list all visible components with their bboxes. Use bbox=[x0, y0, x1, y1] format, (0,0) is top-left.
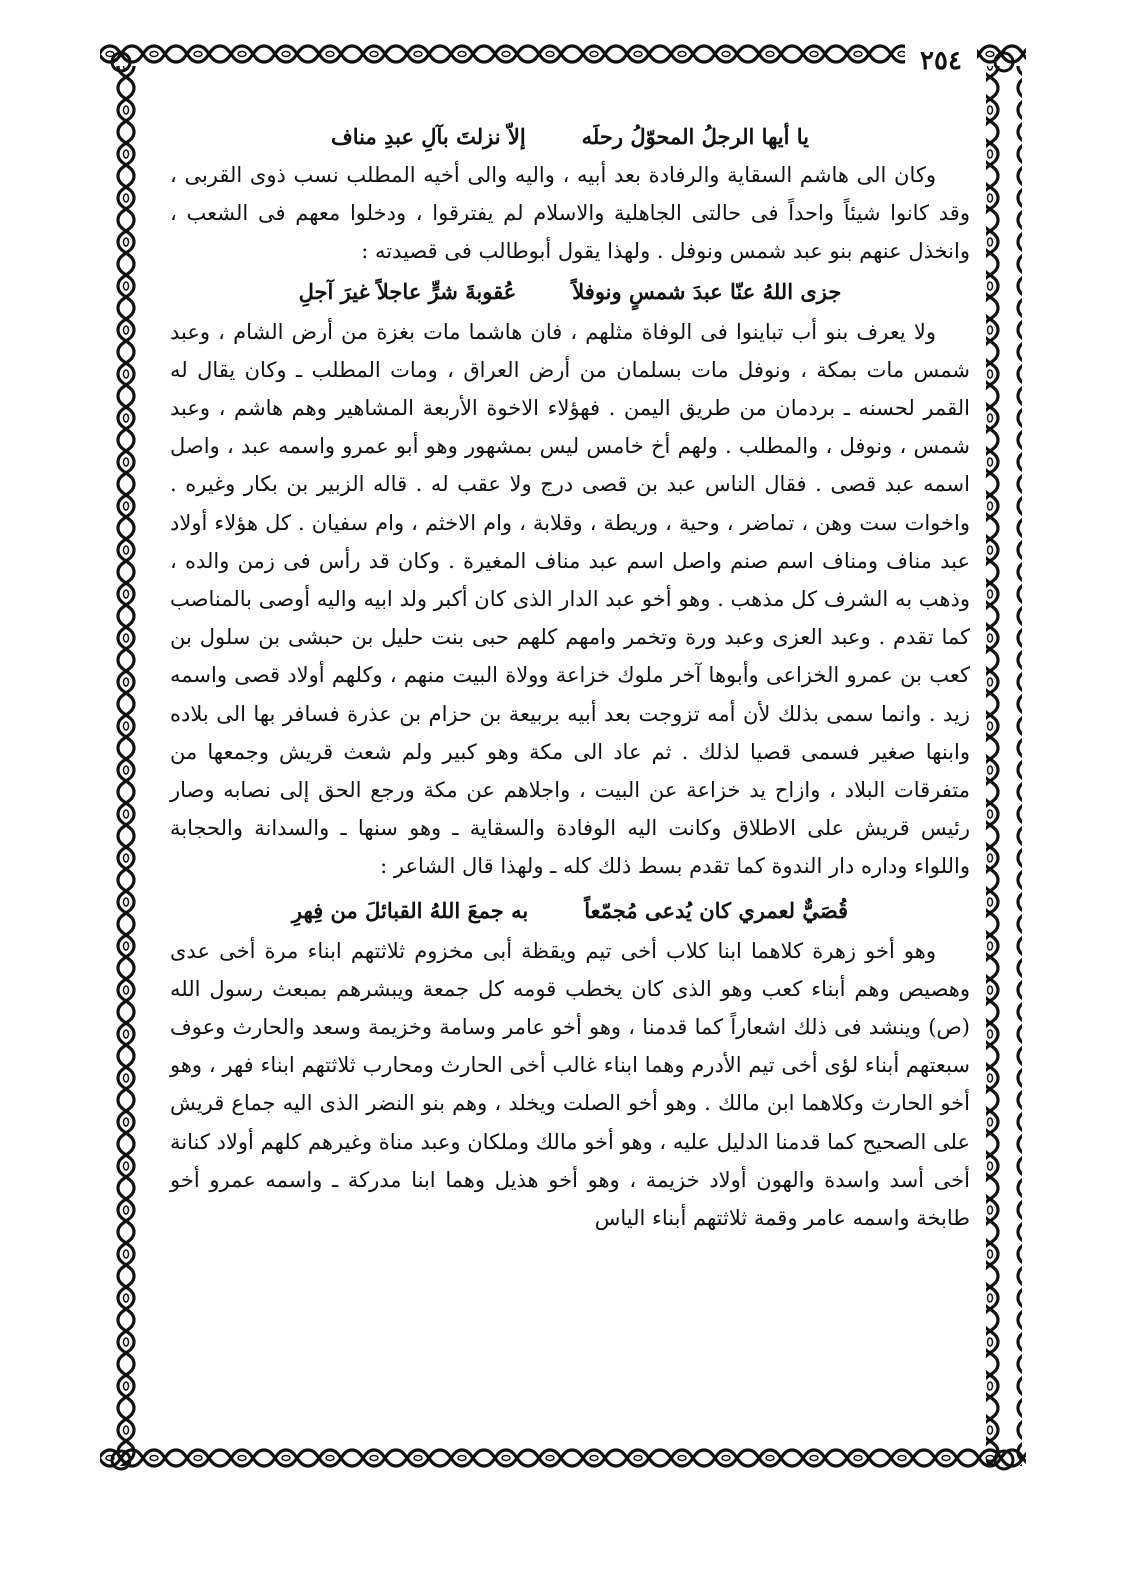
paragraph-2: ولا يعرف بنو أب تباينوا فى الوفاة مثلهم ، فان هاشما مات بغزة من أرض الشام ، وعبد شمس مات بمكة ، ونوفل مات بسلمان من أرض العراق ، ومات المطلب ـ وكان يقال له القمر لحسنه ـ بردمان من طريق اليمن . فهؤلاء الاخوة الأربعة المشاهير وهم هاشم ، وعبد شمس ، ونوفل ، والمطلب . ولهم أخ خامس ليس بمشهور وهو أبو عمرو واسمه عبد ، واصل اسمه عبد قصى . فقال الناس عبد بن قصى درج ولا عقب له . قاله الزبير بن بكار وغيره . واخوات ست وهن ، تماضر ، وحية ، وريطة ، وقلابة ، وام الاخثم ، وام سفيان . كل هؤلاء أولاد عبد مناف ومناف اسم صنم واصل اسم عبد مناف المغيرة . وكان قد رأس فى زمن والده ، وذهب به الشرف كل مذهب . وهو أخو عبد الدار الذى كان أكبر ولد ابيه واليه أوصى بالمناصب كما تقدم . وعبد العزى وعبد ورة وتخمر وامهم كلهم حبى بنت حليل بن حبشى بن سلول بن كعب بن عمرو الخزاعى وأبوها آخر ملوك خزاعة وولاة البيت منهم ، وكلهم أولاد قصى واسمه زيد . وانما سمى بذلك لأن أمه تزوجت بعد أبيه بربيعة بن حزام بن عذرة فسافر بها الى بلاده وابنها صغير فسمى قصيا لذلك . ثم عاد الى مكة وهو كبير ولم شعث قريش وجمعها من متفرقات البلاد ، وازاح يد خزاعة عن البيت ، واجلاهم عن مكة ورجع الحق إلى نصابه وصار رئيس قريش على الاطلاق وكانت اليه الوفادة والسقاية ـ وهو سنها ـ والسدانة والحجابة واللواء وداره دار الندوة كما تقدم بسط ذلك كله ـ ولهذا قال الشاعر : bbox=[170, 319, 970, 879]
verse-1-second-hemistich: إلاّ نزلتَ بآلِ عبدِ مناف bbox=[331, 124, 526, 149]
verse-3-first-hemistich: قُصَيٌّ لعمري كان يُدعى مُجمّعاً bbox=[584, 897, 849, 923]
verse-3-second-hemistich: به جمعَ اللهُ القبائلَ من فِهرِ bbox=[291, 897, 529, 923]
paragraph-3: وهو أخو زهرة كلاهما ابنا كلاب أخى تيم ويقظة أبى مخزوم ثلاثتهم ابناء مرة أخى عدى وهصيص وهم أبناء كعب وهو الذى كان يخطب قومه كل جمعة ويبشرهم بمبعث رسول الله (ص) وينشد فى ذلك اشعاراً كما قدمنا ، وهو أخو عامر وسامة وخزيمة وسعد والحارث وعوف سبعتهم أبناء لؤى أخى تيم الأدرم وهما ابناء غالب أخى الحارث ومحارب ثلاثتهم ابناء فهر ، وهو أخو الحارث وكلاهما ابن مالك . وهو أخو الصلت ويخلد ، وهم بنو النضر الذى اليه جماع قريش على الصحيح كما قدمنا الدليل عليه ، وهو أخو مالك وملكان وعبد مناة وغيرهم كلهم أولاد كنانة أخى أسد واسدة والهون أولاد خزيمة ، وهو أخو هذيل وهما ابنا مدركة ـ واسمه عمرو أخو طابخة واسمه عامر وقمة ثلاثتهم أبناء الياس bbox=[170, 938, 970, 1231]
verse-2-first-hemistich: جزى اللهُ عنّا عبدَ شمسٍ ونوفلاً bbox=[572, 278, 842, 304]
paragraph-1: وكان الى هاشم السقاية والرفادة بعد أبيه ، واليه والى أخيه المطلب نسب ذوى القربى ، وقد كانوا شيئاً واحداً فى حالتى الجاهلية والاسلام لم يفترقوا ، ودخلوا معهم فى الشعب ، وانخذل عنهم بنو عبد شمس ونوفل . ولهذا يقول أبوطالب فى قصيدته : bbox=[170, 163, 970, 264]
verse-2-second-hemistich: عُقوبةَ شرٍّ عاجلاً غيرَ آجلِ bbox=[298, 278, 517, 304]
page-body bbox=[170, 118, 970, 1237]
poem-verse-1 bbox=[170, 118, 970, 156]
page-number: ٢٥٤ bbox=[905, 44, 977, 78]
verse-1-first-hemistich: يا أيها الرجلُ المحوّلُ رحلَه bbox=[581, 124, 809, 149]
poem-verse-2 bbox=[170, 273, 970, 311]
poem-verse-3 bbox=[170, 892, 970, 930]
